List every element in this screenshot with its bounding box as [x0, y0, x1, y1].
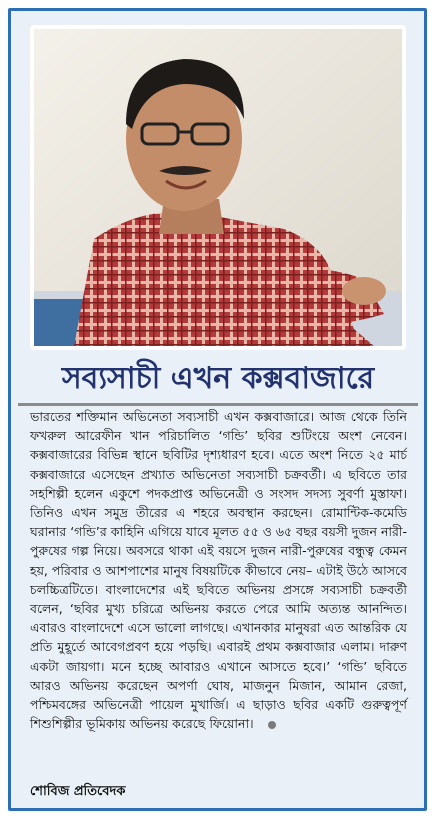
article-byline: শোবিজ প্রতিবেদক	[30, 784, 126, 799]
portrait-illustration	[34, 29, 402, 346]
article-body-text: ভারতের শক্তিমান অভিনেতা সব্যসাচী এখন কক্সবাজারে। আজ থেকে তিনি ফখরুল আরেফীন খান পরিচালিত ‘গন্ডি’ ছবির শুটিংয়ে অংশ নেবেন। কক্সবাজারের বিভিন্ন স্থানে ছবিটির দৃশ্যধারণ হবে। এতে অংশ নিতে ২৫ মার্চ কক্সবাজারে এসেছেন প্রখ্যাত অভিনেতা সব্যসাচী চক্রবর্তী। এ ছবিতে তার সহশিল্পী হলেন একুশে পদকপ্রাপ্ত অভিনেত্রী ও সংসদ সদস্য সুবর্ণা মুস্তাফা। তিনিও এখন সমুদ্র তীরের এ শহরে অবস্থান করছেন। রোমান্টিক-কমেডি ঘরানার ‘গন্ডি’র কাহিনি এগিয়ে যাবে মূলত ৫৫ ও ৬৫ বছর বয়সী দুজন নারী-পুরুষের গল্প নিয়ে। অবসরে থাকা এই বয়সে দুজন নারী-পুরুষের বন্ধুত্ব কেমন হয়, পরিবার ও আশপাশের মানুষ বিষয়টিকে কীভাবে নেয়– এটাই উঠে আসবে চলচ্চিত্রটিতে। বাংলাদেশের এই ছবিতে অভিনয় প্রসঙ্গে সব্যসাচী চক্রবর্তী বলেন, ‘ছবির মুখ্য চরিত্রে অভিনয় করতে পেরে আমি অত্যন্ত আনন্দিত। এবারও বাংলাদেশে এসে ভালো লাগছে। এখানকার মানুষরা এত আন্তরিক যে প্রতি মুহূর্তে আবেগপ্রবণ হয়ে পড়ছি। এবারই প্রথম কক্সবাজার এলাম। দারুণ একটা জায়গা। মনে হচ্ছে আবারও এখানে আসতে হবে।’ ‘গন্ডি’ ছবিতে আরও অভিনয় করেছেন অপর্ণা ঘোষ, মাজনুন মিজান, আমান রেজা, পশ্চিমবঙ্গের অভিনেত্রী পায়েল মুখার্জি। এ ছাড়াও ছবির একটি গুরুত্বপূর্ণ শিশুশিল্পীর ভূমিকায় অভিনয় করেছে ফিয়োনা।	[30, 409, 407, 732]
article-headline: সব্যসাচী এখন কক্সবাজারে	[61, 361, 375, 396]
end-bullet-icon	[268, 721, 276, 729]
article-body	[30, 407, 407, 733]
headline-divider	[18, 403, 418, 406]
article-photo	[30, 25, 406, 350]
